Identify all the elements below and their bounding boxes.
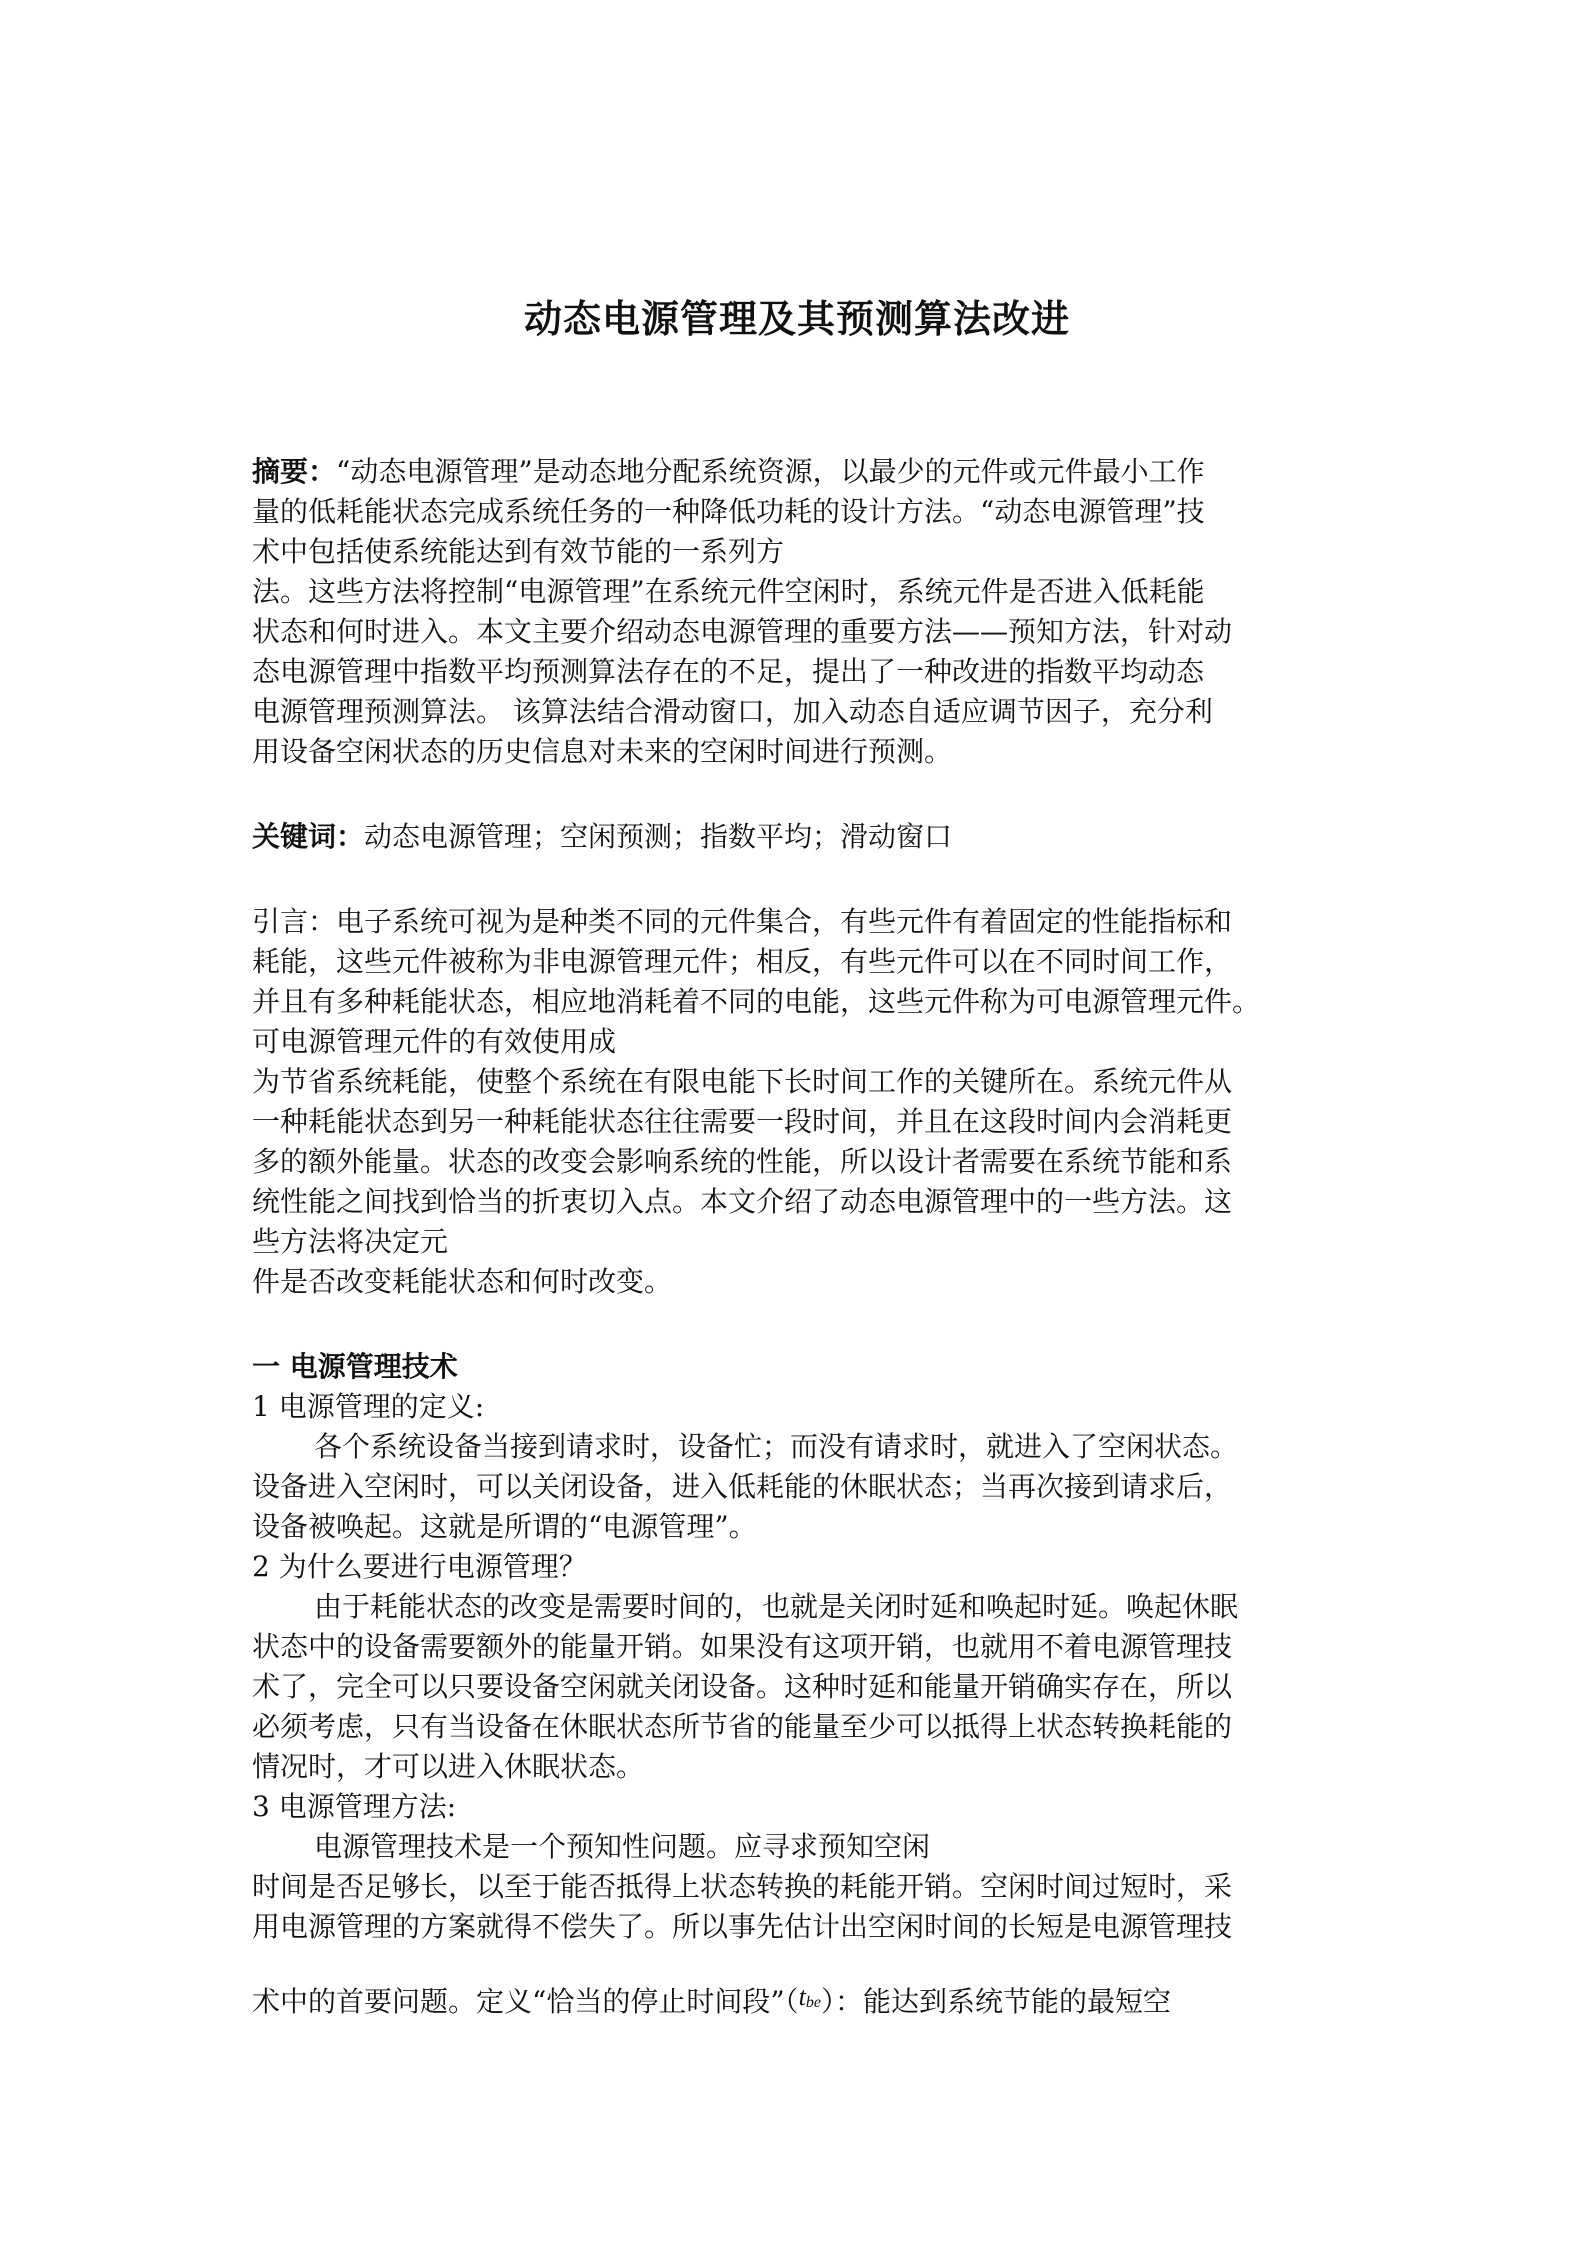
subsection-heading: 3 电源管理方法: [252, 1790, 457, 1823]
paragraph-text: 术中的首要问题。定义“恰当的停止时间段”（ [252, 1985, 799, 2018]
paragraph-line: 术了，完全可以只要设备空闲就关闭设备。这种时延和能量开销确实存在，所以 [252, 1670, 1233, 1703]
intro-line: 统性能之间找到恰当的折衷切入点。本文介绍了动态电源管理中的一些方法。这 [252, 1185, 1233, 1218]
abstract-line: 法。这些方法将控制“电源管理”在系统元件空闲时，系统元件是否进入低耗能 [252, 575, 1205, 608]
abstract-line: 量的低耗能状态完成系统任务的一种降低功耗的设计方法。“动态电源管理”技 [252, 495, 1205, 528]
intro-line: 些方法将决定元 [252, 1225, 449, 1258]
abstract-line [252, 452, 1205, 492]
intro-text: 电子系统可视为是种类不同的元件集合，有些元件有着固定的性能指标和 [336, 905, 1233, 938]
intro-line: 多的额外能量。状态的改变会影响系统的性能，所以设计者需要在系统节能和系 [252, 1145, 1233, 1178]
intro-label: 引言： [252, 905, 337, 938]
abstract-line: 电源管理预测算法。 该算法结合滑动窗口，加入动态自适应调节因子，充分利 [252, 695, 1213, 728]
formula-symbol: t [798, 1982, 806, 2011]
abstract-line: 用设备空闲状态的历史信息对未来的空闲时间进行预测。 [252, 735, 953, 768]
intro-line: 耗能，这些元件被称为非电源管理元件；相反，有些元件可以在不同时间工作， [252, 945, 1233, 978]
paragraph-line: 情况时，才可以进入休眠状态。 [252, 1750, 645, 1783]
abstract-line: 状态和何时进入。本文主要介绍动态电源管理的重要方法——预知方法，针对动 [252, 615, 1233, 648]
keywords-label: 关键词： [252, 820, 365, 853]
abstract-text: “动态电源管理”是动态地分配系统资源，以最少的元件或元件最小工作 [336, 455, 1205, 488]
intro-line: 一种耗能状态到另一种耗能状态往往需要一段时间，并且在这段时间内会消耗更 [252, 1105, 1233, 1138]
intro-line: 可电源管理元件的有效使用成 [252, 1025, 617, 1058]
keywords-text: 动态电源管理；空闲预测；指数平均；滑动窗口 [364, 820, 953, 853]
intro-line [252, 902, 1232, 942]
paragraph-line: 电源管理技术是一个预知性问题。应寻求预知空闲 [314, 1830, 931, 1863]
abstract-label: 摘要： [252, 455, 337, 488]
intro-line: 件是否改变耗能状态和何时改变。 [252, 1265, 673, 1298]
formula-subscript: be [805, 1994, 821, 2011]
document-title: 动态电源管理及其预测算法改进 [523, 297, 1070, 341]
paragraph-line [252, 1977, 1171, 2023]
paragraph-line: 由于耗能状态的改变是需要时间的，也就是关闭时延和唤起时延。唤起休眠 [314, 1590, 1239, 1623]
section-heading: 一 电源管理技术 [252, 1350, 458, 1383]
paragraph-line: 时间是否足够长，以至于能否抵得上状态转换的耗能开销。空闲时间过短时，采 [252, 1870, 1233, 1903]
paragraph-text: ）：能达到系统节能的最短空 [820, 1985, 1171, 2018]
paragraph-line: 用电源管理的方案就得不偿失了。所以事先估计出空闲时间的长短是电源管理技 [252, 1910, 1233, 1943]
paragraph-line: 设备被唤起。这就是所谓的“电源管理”。 [252, 1510, 757, 1543]
formula-t-be [799, 1982, 821, 2011]
abstract-line: 态电源管理中指数平均预测算法存在的不足，提出了一种改进的指数平均动态 [252, 655, 1205, 688]
subsection-heading: 1 电源管理的定义: [252, 1390, 485, 1423]
intro-line: 为节省系统耗能，使整个系统在有限电能下长时间工作的关键所在。系统元件从 [252, 1065, 1233, 1098]
intro-line: 并且有多种耗能状态，相应地消耗着不同的电能，这些元件称为可电源管理元件。 [252, 985, 1261, 1018]
paragraph-line: 各个系统设备当接到请求时，设备忙；而没有请求时，就进入了空闲状态。 [314, 1430, 1239, 1463]
paragraph-line: 状态中的设备需要额外的能量开销。如果没有这项开销，也就用不着电源管理技 [252, 1630, 1233, 1663]
paragraph-line: 设备进入空闲时，可以关闭设备，进入低耗能的休眠状态；当再次接到请求后， [252, 1470, 1233, 1503]
subsection-heading: 2 为什么要进行电源管理？ [252, 1550, 587, 1583]
keywords-line [252, 817, 952, 857]
paragraph-line: 必须考虑，只有当设备在休眠状态所节省的能量至少可以抵得上状态转换耗能的 [252, 1710, 1233, 1743]
abstract-line: 术中包括使系统能达到有效节能的一系列方 [252, 535, 785, 568]
